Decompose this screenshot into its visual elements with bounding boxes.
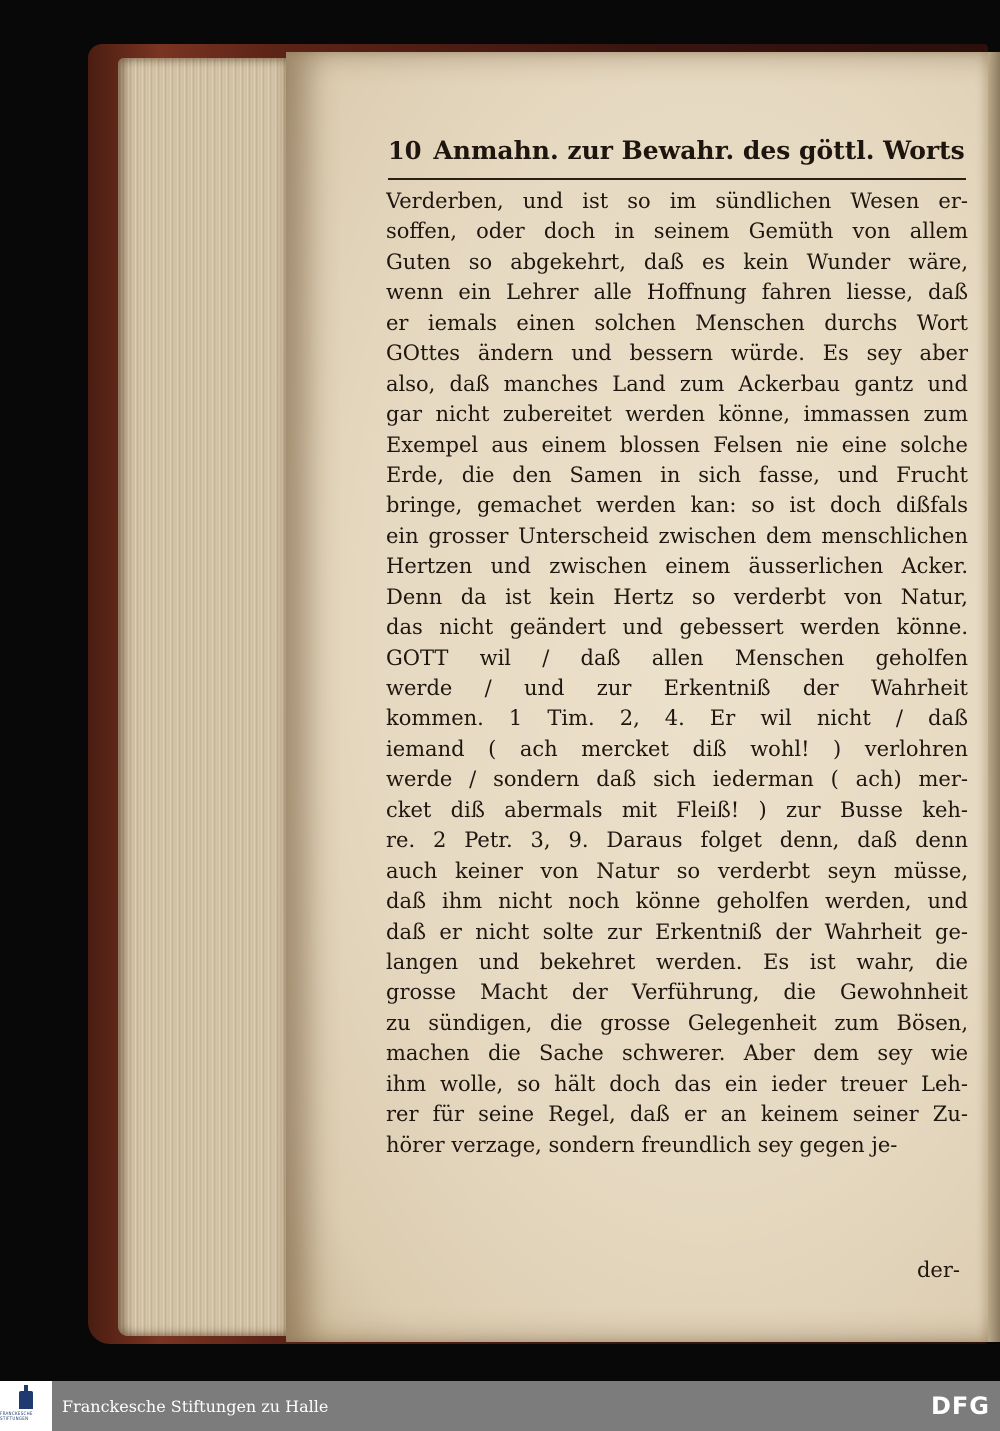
text-line: werde / sondern daß sich iederman ( ach) mer- [386, 767, 968, 792]
text-line: das nicht geändert und gebessert werden könne. [386, 615, 968, 640]
text-line: grosse Macht der Verführung, die Gewohnheit [386, 980, 968, 1005]
institution-name[interactable]: Franckesche Stiftungen zu Halle [62, 1396, 329, 1416]
catchword: der- [916, 1258, 960, 1282]
text-line: also, daß manches Land zum Ackerbau gantz und [386, 371, 968, 396]
text-line: bringe, gemachet werden kan: so ist doch dißfals [386, 493, 968, 518]
text-line: GOTT wil / daß allen Menschen geholfen [386, 645, 968, 670]
logo-caption: FRANCKESCHE STIFTUNGEN [0, 1411, 33, 1421]
footer-bar [0, 1381, 1000, 1431]
page-number: 10 [388, 136, 422, 165]
text-line: wenn ein Lehrer alle Hoffnung fahren liesse, daß [386, 280, 968, 305]
text-line: GOttes ändern und bessern würde. Es sey aber [386, 341, 968, 366]
text-line: ihm wolle, so hält doch das ein ieder treuer Leh- [386, 1071, 968, 1096]
text-line: Erde, die den Samen in sich fasse, und Frucht [386, 462, 968, 487]
text-line: cket diß abermals mit Fleiß! ) zur Busse keh- [386, 797, 968, 822]
institution-logo[interactable] [0, 1381, 52, 1431]
text-line: Exempel aus einem blossen Felsen nie eine solche [386, 432, 968, 457]
page-body-text [386, 186, 968, 1160]
text-line: langen und bekehret werden. Es ist wahr, die [386, 949, 968, 974]
text-line: iemand ( ach mercket diß wohl! ) verlohren [386, 736, 968, 761]
text-line: auch keiner von Natur so verderbt seyn müsse, [386, 858, 968, 883]
text-line: soffen, oder doch in seinem Gemüth von allem [386, 219, 968, 244]
text-line: er iemals einen solchen Menschen durchs Wort [386, 310, 968, 335]
orphanage-building-icon [19, 1391, 33, 1409]
facing-page-edge [988, 52, 1000, 1342]
dfg-logo[interactable]: DFG [930, 1392, 990, 1420]
text-line: hörer verzage, sondern freundlich sey gegen je- [386, 1132, 898, 1157]
text-line: Guten so abgekehrt, daß es kein Wunder wäre, [386, 249, 968, 274]
text-line: Denn da ist kein Hertz so verderbt von Natur, [386, 584, 968, 609]
running-head [388, 136, 966, 176]
text-line: zu sündigen, die grosse Gelegenheit zum Bösen, [386, 1010, 968, 1035]
head-rule [388, 178, 966, 180]
text-line: werde / und zur Erkentniß der Wahrheit [386, 676, 968, 700]
text-line: kommen. 1 Tim. 2, 4. Er wil nicht / daß [386, 706, 968, 731]
text-line: rer für seine Regel, daß er an keinem seiner Zu- [386, 1102, 968, 1127]
text-line: ein grosser Unterscheid zwischen dem menschlichen [386, 523, 968, 548]
text-line: re. 2 Petr. 3, 9. Daraus folget denn, daß denn [386, 828, 968, 853]
text-line: daß er nicht solte zur Erkentniß der Wahrheit ge- [386, 919, 968, 944]
page-edges [118, 58, 290, 1336]
running-head-title: Anmahn. zur Bewahr. des göttl. Worts [433, 136, 965, 165]
text-line: gar nicht zubereitet werden könne, immassen zum [386, 402, 968, 427]
text-line: Verderben, und ist so im sündlichen Wesen er- [386, 189, 968, 213]
text-line: daß ihm nicht noch könne geholfen werden, und [386, 889, 968, 914]
text-line: machen die Sache schwerer. Aber dem sey wie [386, 1041, 968, 1066]
text-line: Hertzen und zwischen einem äusserlichen Acker. [386, 554, 968, 579]
